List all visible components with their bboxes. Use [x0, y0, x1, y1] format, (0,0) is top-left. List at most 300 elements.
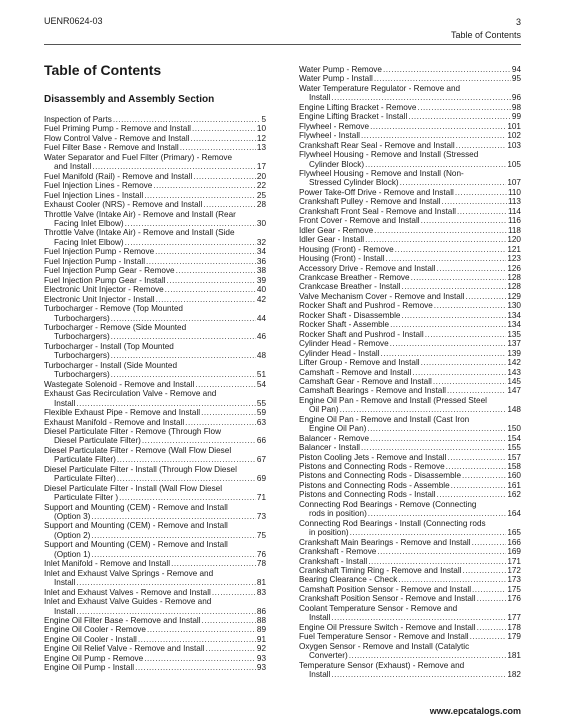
toc-entry[interactable]	[299, 207, 521, 216]
toc-entry-line	[44, 389, 266, 398]
toc-entry[interactable]	[299, 471, 521, 480]
toc-entry-line	[299, 632, 521, 641]
toc-entry[interactable]	[44, 616, 266, 625]
toc-entry-page: 44	[256, 313, 266, 323]
toc-entry-continuation	[44, 474, 266, 483]
leader-dots	[203, 200, 256, 209]
leader-dots	[477, 623, 507, 632]
leader-dots	[142, 436, 256, 445]
toc-entry-page: 91	[256, 634, 266, 644]
toc-entry[interactable]	[299, 623, 521, 632]
leader-dots	[76, 578, 256, 587]
leader-dots	[195, 380, 256, 389]
toc-entry-line	[44, 115, 266, 124]
toc-entry[interactable]	[44, 559, 266, 568]
toc-entry[interactable]	[44, 465, 266, 484]
toc-entry[interactable]	[299, 273, 521, 282]
toc-entry[interactable]	[44, 521, 266, 540]
toc-entry-page: 86	[256, 606, 266, 616]
toc-column-right	[299, 65, 521, 679]
toc-entry[interactable]	[44, 295, 266, 304]
toc-entry-line	[299, 453, 521, 462]
leader-dots	[153, 181, 256, 190]
toc-entry-title: Power Take-Off Drive - Remove and Install	[299, 187, 454, 197]
toc-entry-line	[44, 597, 266, 606]
toc-entry-page: 99	[511, 112, 521, 122]
toc-entry-title: Turbocharger - Remove (Top Mounted	[44, 304, 183, 314]
toc-entry-line	[44, 635, 266, 644]
toc-entry-title: Water Pump - Install	[299, 74, 373, 84]
toc-entry[interactable]	[299, 65, 521, 74]
toc-entry-title: (Option 2)	[54, 530, 91, 540]
toc-entry[interactable]	[44, 484, 266, 503]
toc-entry[interactable]	[44, 276, 266, 285]
leader-dots	[92, 162, 256, 171]
toc-entry[interactable]	[299, 368, 521, 377]
toc-entry-line	[299, 226, 521, 235]
toc-entry-title: Engine Oil Pan)	[309, 424, 367, 434]
toc-entry-line	[299, 169, 521, 178]
toc-entry[interactable]	[299, 292, 521, 301]
toc-entry-line	[299, 368, 521, 377]
toc-entry[interactable]	[44, 200, 266, 209]
toc-entry-line	[44, 418, 266, 427]
leader-dots	[91, 550, 255, 559]
toc-entry[interactable]	[299, 141, 521, 150]
toc-entry-page: 63	[256, 417, 266, 427]
toc-entry[interactable]	[299, 490, 521, 499]
toc-entry-title: Engine Oil Pressure Switch - Remove and Install	[299, 622, 476, 632]
toc-entry-page: 134	[507, 310, 521, 320]
toc-entry[interactable]	[299, 566, 521, 575]
toc-entry-continuation	[44, 436, 266, 445]
toc-entry-line	[299, 245, 521, 254]
toc-entry-page: 157	[507, 452, 521, 462]
leader-dots	[365, 235, 506, 244]
toc-entry[interactable]	[299, 396, 521, 415]
leader-dots	[119, 493, 256, 502]
toc-entry-page: 25	[256, 190, 266, 200]
toc-entry[interactable]	[299, 282, 521, 291]
toc-entry-page: 123	[507, 254, 521, 264]
toc-entry-page: 178	[507, 622, 521, 632]
toc-entry-line	[299, 320, 521, 329]
toc-entry[interactable]	[44, 143, 266, 152]
toc-entry[interactable]	[299, 235, 521, 244]
toc-entry-title: Accessory Drive - Remove and Install	[299, 263, 436, 273]
toc-entry[interactable]	[44, 247, 266, 256]
toc-entry-continuation	[44, 162, 266, 171]
toc-entry[interactable]	[44, 285, 266, 294]
toc-entry-continuation	[44, 351, 266, 360]
toc-entry-page: 114	[507, 206, 521, 216]
leader-dots	[117, 474, 256, 483]
leader-dots	[111, 351, 256, 360]
toc-entry[interactable]	[44, 503, 266, 522]
toc-entry-page: 134	[507, 320, 521, 330]
toc-entry-page: 102	[507, 131, 521, 141]
toc-entry-title: Coolant Temperature Sensor - Remove and	[299, 603, 458, 613]
toc-entry-page: 42	[256, 294, 266, 304]
toc-entry-line	[299, 188, 521, 197]
leader-dots	[76, 607, 256, 616]
toc-entry-line	[299, 235, 521, 244]
toc-entry-page: 176	[507, 594, 521, 604]
toc-entry-line	[299, 103, 521, 112]
toc-entry-continuation	[44, 238, 266, 247]
toc-entry[interactable]	[299, 642, 521, 661]
leader-dots	[113, 115, 261, 124]
toc-entry-title: Engine Oil Pump - Install	[44, 663, 135, 673]
toc-entry-line	[299, 216, 521, 225]
toc-entry[interactable]	[299, 311, 521, 320]
toc-entry-page: 143	[507, 367, 521, 377]
toc-entry[interactable]	[44, 635, 266, 644]
toc-entry-title: Camshaft Position Sensor - Remove and Install	[299, 584, 472, 594]
toc-entry-page: 51	[256, 370, 266, 380]
leader-dots	[125, 238, 256, 247]
toc-entry-title: Crankshaft Rear Seal - Remove and Install	[299, 140, 455, 150]
toc-entry-title: Crankshaft Pulley - Remove and Install	[299, 197, 441, 207]
toc-entry-title: Throttle Valve (Intake Air) - Remove and Install (Side	[44, 228, 235, 238]
toc-entry-continuation	[299, 424, 521, 433]
toc-entry-page: 46	[256, 332, 266, 342]
toc-entry-title: Support and Mounting (CEM) - Remove and Install	[44, 540, 228, 550]
toc-entry-line	[44, 588, 266, 597]
toc-entry[interactable]	[299, 462, 521, 471]
toc-entry[interactable]	[44, 257, 266, 266]
leader-dots	[167, 276, 256, 285]
toc-entry-continuation	[299, 93, 521, 102]
toc-entry[interactable]	[299, 415, 521, 434]
leader-dots	[185, 418, 256, 427]
toc-entry-title: Turbochargers)	[54, 313, 110, 323]
toc-entry-continuation	[44, 399, 266, 408]
toc-entry[interactable]	[44, 134, 266, 143]
toc-entry-line	[299, 566, 521, 575]
toc-entry-page: 148	[507, 405, 521, 415]
toc-entry-title: Flywheel - Remove	[299, 121, 370, 131]
toc-entry-title: Rocker Shaft - Assemble	[299, 320, 390, 330]
toc-entry-line	[44, 342, 266, 351]
toc-entry-title: Install	[309, 93, 331, 103]
toc-entry[interactable]	[299, 547, 521, 556]
leader-dots	[340, 405, 507, 414]
toc-entry-page: 150	[507, 424, 521, 434]
toc-entry[interactable]	[299, 434, 521, 443]
toc-entry-line	[299, 282, 521, 291]
toc-entry[interactable]	[299, 254, 521, 263]
toc-entry-title: Exhaust Cooler (NRS) - Remove and Install	[44, 200, 203, 210]
toc-entry[interactable]	[44, 389, 266, 408]
toc-entry-title: rods in position)	[309, 509, 367, 519]
toc-entry-title: Particulate Filter )	[54, 493, 119, 503]
toc-entry-page: 73	[256, 512, 266, 522]
toc-entry-page: 128	[507, 272, 521, 282]
toc-entry-page: 13	[256, 143, 266, 153]
toc-entry[interactable]	[299, 453, 521, 462]
toc-entry-title: Water Pump - Remove	[299, 65, 382, 74]
toc-entry[interactable]	[299, 103, 521, 112]
toc-entry[interactable]	[44, 266, 266, 275]
toc-entry[interactable]	[299, 264, 521, 273]
toc-entry-title: Facing Inlet Elbow)	[54, 218, 124, 228]
toc-entry-title: Crankshaft Timing Ring - Remove and Install	[299, 566, 462, 576]
toc-entry-title: Fuel Injection Pump - Remove	[44, 247, 155, 257]
toc-entry-title: Fuel Injection Pump Gear - Remove	[44, 266, 175, 276]
toc-entry-page: 54	[256, 379, 266, 389]
toc-entry-title: Pistons and Connecting Rods - Install	[299, 490, 436, 500]
leader-dots	[401, 311, 506, 320]
toc-entry-title: Pistons and Connecting Rods - Disassemble	[299, 471, 462, 481]
toc-entry-line	[44, 134, 266, 143]
toc-entry-line	[299, 264, 521, 273]
toc-entry-line	[299, 339, 521, 348]
toc-entry[interactable]	[299, 585, 521, 594]
toc-entry-title: Fuel Injection Lines - Install	[44, 190, 144, 200]
toc-entry-page: 107	[507, 178, 521, 188]
toc-entry-title: Rocker Shaft and Pushrod - Remove	[299, 301, 433, 311]
toc-entry-title: Pistons and Connecting Rods - Remove	[299, 462, 445, 472]
toc-entry-title: Exhaust Manifold - Remove and Install	[44, 417, 185, 427]
leader-dots	[401, 282, 506, 291]
toc-entry-title: Crankshaft Front Seal - Remove and Install	[299, 206, 456, 216]
toc-entry-title: Fuel Manifold (Rail) - Remove and Install	[44, 171, 193, 181]
leader-dots	[368, 557, 506, 566]
toc-entry-title: Housing (Front) - Install	[299, 254, 385, 264]
toc-entry-page: 129	[507, 291, 521, 301]
toc-entry-title: Turbochargers)	[54, 332, 110, 342]
leader-dots	[472, 538, 507, 547]
toc-entry[interactable]	[44, 625, 266, 634]
toc-entry-line	[299, 396, 521, 405]
toc-entry[interactable]	[44, 427, 266, 446]
toc-entry-line	[299, 481, 521, 490]
leader-dots	[146, 257, 256, 266]
toc-entry-line	[299, 65, 521, 74]
toc-entry[interactable]	[44, 446, 266, 465]
toc-entry-line	[299, 623, 521, 632]
toc-entry[interactable]	[44, 408, 266, 417]
toc-entry[interactable]	[299, 216, 521, 225]
toc-entry-page: 12	[256, 133, 266, 143]
toc-entry[interactable]	[299, 197, 521, 206]
toc-entry[interactable]	[44, 654, 266, 663]
toc-entry[interactable]	[299, 538, 521, 547]
toc-entry-title: Diesel Particulate Filter)	[54, 436, 141, 446]
leader-dots	[111, 314, 256, 323]
toc-entry-line	[299, 349, 521, 358]
toc-entry-title: Particulate Filter)	[54, 474, 116, 484]
leader-dots	[433, 377, 506, 386]
leader-dots	[176, 266, 256, 275]
toc-entry-title: Wastegate Solenoid - Remove and Install	[44, 379, 195, 389]
toc-entry-line	[44, 616, 266, 625]
toc-entry[interactable]	[44, 228, 266, 247]
toc-entry-page: 30	[256, 218, 266, 228]
leader-dots	[462, 471, 506, 480]
toc-entry[interactable]	[299, 632, 521, 641]
leader-dots	[192, 124, 256, 133]
leader-dots	[477, 594, 507, 603]
toc-entry[interactable]	[44, 124, 266, 133]
toc-entry-line	[299, 141, 521, 150]
toc-entry[interactable]	[44, 181, 266, 190]
toc-entry[interactable]	[299, 245, 521, 254]
toc-entry[interactable]	[299, 519, 521, 538]
toc-entry-line	[44, 143, 266, 152]
toc-entry-title: Crankshaft - Install	[299, 556, 368, 566]
toc-entry-line	[44, 124, 266, 133]
leader-dots	[156, 295, 256, 304]
toc-entry-page: 38	[256, 266, 266, 276]
toc-entry[interactable]	[299, 481, 521, 490]
toc-entry-page: 76	[256, 549, 266, 559]
toc-entry-page: 172	[507, 566, 521, 576]
leader-dots	[361, 443, 506, 452]
toc-entry-page: 177	[507, 613, 521, 623]
toc-entry[interactable]	[44, 418, 266, 427]
toc-entry[interactable]	[44, 588, 266, 597]
toc-entry[interactable]	[44, 663, 266, 672]
toc-entry[interactable]	[44, 210, 266, 229]
toc-entry[interactable]	[44, 153, 266, 172]
toc-entry[interactable]	[299, 358, 521, 367]
toc-entry-continuation	[44, 512, 266, 521]
toc-entry-line	[44, 663, 266, 672]
toc-entry[interactable]	[299, 330, 521, 339]
toc-entry[interactable]	[299, 377, 521, 386]
toc-entry-continuation	[299, 405, 521, 414]
toc-entry[interactable]	[44, 323, 266, 342]
toc-entry-continuation	[44, 219, 266, 228]
toc-entry[interactable]	[299, 339, 521, 348]
toc-entry-line	[44, 644, 266, 653]
toc-entry-page: 105	[507, 159, 521, 169]
toc-entry-title: Connecting Rod Bearings - Remove (Connecting	[299, 499, 477, 509]
toc-entry-title: Converter)	[309, 651, 348, 661]
leader-dots	[377, 547, 506, 556]
toc-entry[interactable]	[299, 320, 521, 329]
toc-entry[interactable]	[299, 575, 521, 584]
toc-entry[interactable]	[299, 84, 521, 103]
toc-entry-line	[299, 604, 521, 613]
toc-entry-page: 96	[511, 93, 521, 103]
toc-entry[interactable]	[299, 74, 521, 83]
toc-entry-line	[44, 465, 266, 474]
leader-dots	[408, 112, 511, 121]
leader-dots	[367, 424, 506, 433]
toc-entry-line	[299, 547, 521, 556]
toc-entry[interactable]	[299, 349, 521, 358]
toc-entry-title: Engine Oil Pump - Remove	[44, 653, 144, 663]
toc-entry-title: Support and Mounting (CEM) - Remove and Install	[44, 521, 228, 531]
toc-entry[interactable]	[44, 304, 266, 323]
toc-entry-page: 154	[507, 433, 521, 443]
toc-entry-continuation	[44, 493, 266, 502]
toc-entry-title: Engine Oil Filter Base - Remove and Install	[44, 616, 201, 626]
toc-entry-page: 139	[507, 348, 521, 358]
toc-entry-page: 94	[511, 65, 521, 74]
toc-entry[interactable]	[44, 191, 266, 200]
leader-dots	[395, 245, 507, 254]
leader-dots	[398, 575, 506, 584]
toc-entry-line	[44, 569, 266, 578]
toc-entry-title: Fuel Injection Pump - Install	[44, 256, 146, 266]
toc-entry-title: Flywheel Housing - Remove and Install (Stressed	[299, 150, 479, 160]
toc-entry-page: 103	[507, 140, 521, 150]
toc-entry-title: Install	[54, 578, 76, 588]
leader-dots	[462, 566, 506, 575]
toc-entry[interactable]	[44, 540, 266, 559]
toc-entry[interactable]	[299, 500, 521, 519]
toc-entry[interactable]	[299, 122, 521, 131]
page-header	[451, 16, 521, 42]
toc-entry[interactable]	[299, 112, 521, 121]
toc-entry-title: Fuel Filter Base - Remove and Install	[44, 143, 179, 153]
toc-entry-title: Connecting Rod Bearings - Install (Connecting rods	[299, 518, 486, 528]
toc-entry[interactable]	[44, 342, 266, 361]
toc-entry[interactable]	[44, 597, 266, 616]
toc-entry[interactable]	[44, 172, 266, 181]
toc-entry-title: Piston Cooling Jets - Remove and Install	[299, 452, 447, 462]
toc-entry[interactable]	[299, 386, 521, 395]
toc-entry[interactable]	[299, 661, 521, 680]
toc-entry[interactable]	[44, 569, 266, 588]
toc-entry-title: Crankshaft - Remove	[299, 547, 377, 557]
leader-dots	[386, 254, 507, 263]
toc-entry-line	[44, 285, 266, 294]
toc-entry-continuation	[299, 670, 521, 679]
toc-entry[interactable]	[299, 150, 521, 169]
toc-entry[interactable]	[44, 115, 266, 124]
toc-entry[interactable]	[299, 226, 521, 235]
toc-entry[interactable]	[299, 443, 521, 452]
toc-entry[interactable]	[299, 594, 521, 603]
toc-entry-line	[299, 500, 521, 509]
toc-entry-title: Install	[54, 606, 76, 616]
leader-dots	[421, 216, 507, 225]
toc-entry-title: Cylinder Head - Install	[299, 348, 380, 358]
toc-entry[interactable]	[299, 301, 521, 310]
toc-entry-title: Diesel Particulate Filter - Remove (Through Flow	[44, 426, 221, 436]
toc-entry[interactable]	[44, 644, 266, 653]
toc-entry[interactable]	[299, 188, 521, 197]
toc-entry-line	[299, 377, 521, 386]
toc-entry[interactable]	[299, 131, 521, 140]
toc-entry-line	[299, 207, 521, 216]
toc-entry[interactable]	[299, 604, 521, 623]
toc-entry-line	[44, 295, 266, 304]
leader-dots	[437, 490, 507, 499]
toc-entry-title: Water Temperature Regulator - Remove and	[299, 83, 461, 93]
toc-entry-title: Install	[309, 670, 331, 679]
toc-entry-line	[44, 503, 266, 512]
toc-entry-page: 89	[256, 625, 266, 635]
toc-entry[interactable]	[299, 557, 521, 566]
toc-entry[interactable]	[44, 361, 266, 380]
toc-entry-line	[44, 172, 266, 181]
toc-entry-page: 165	[507, 528, 521, 538]
leader-dots	[446, 462, 507, 471]
leader-dots	[349, 651, 507, 660]
toc-entry-page: 158	[507, 462, 521, 472]
toc-entry-title: Cylinder Block)	[309, 159, 365, 169]
toc-entry-line	[299, 415, 521, 424]
toc-entry[interactable]	[44, 380, 266, 389]
toc-entry-title: Temperature Sensor (Exhaust) - Remove and	[299, 660, 465, 670]
toc-entry[interactable]	[299, 169, 521, 188]
